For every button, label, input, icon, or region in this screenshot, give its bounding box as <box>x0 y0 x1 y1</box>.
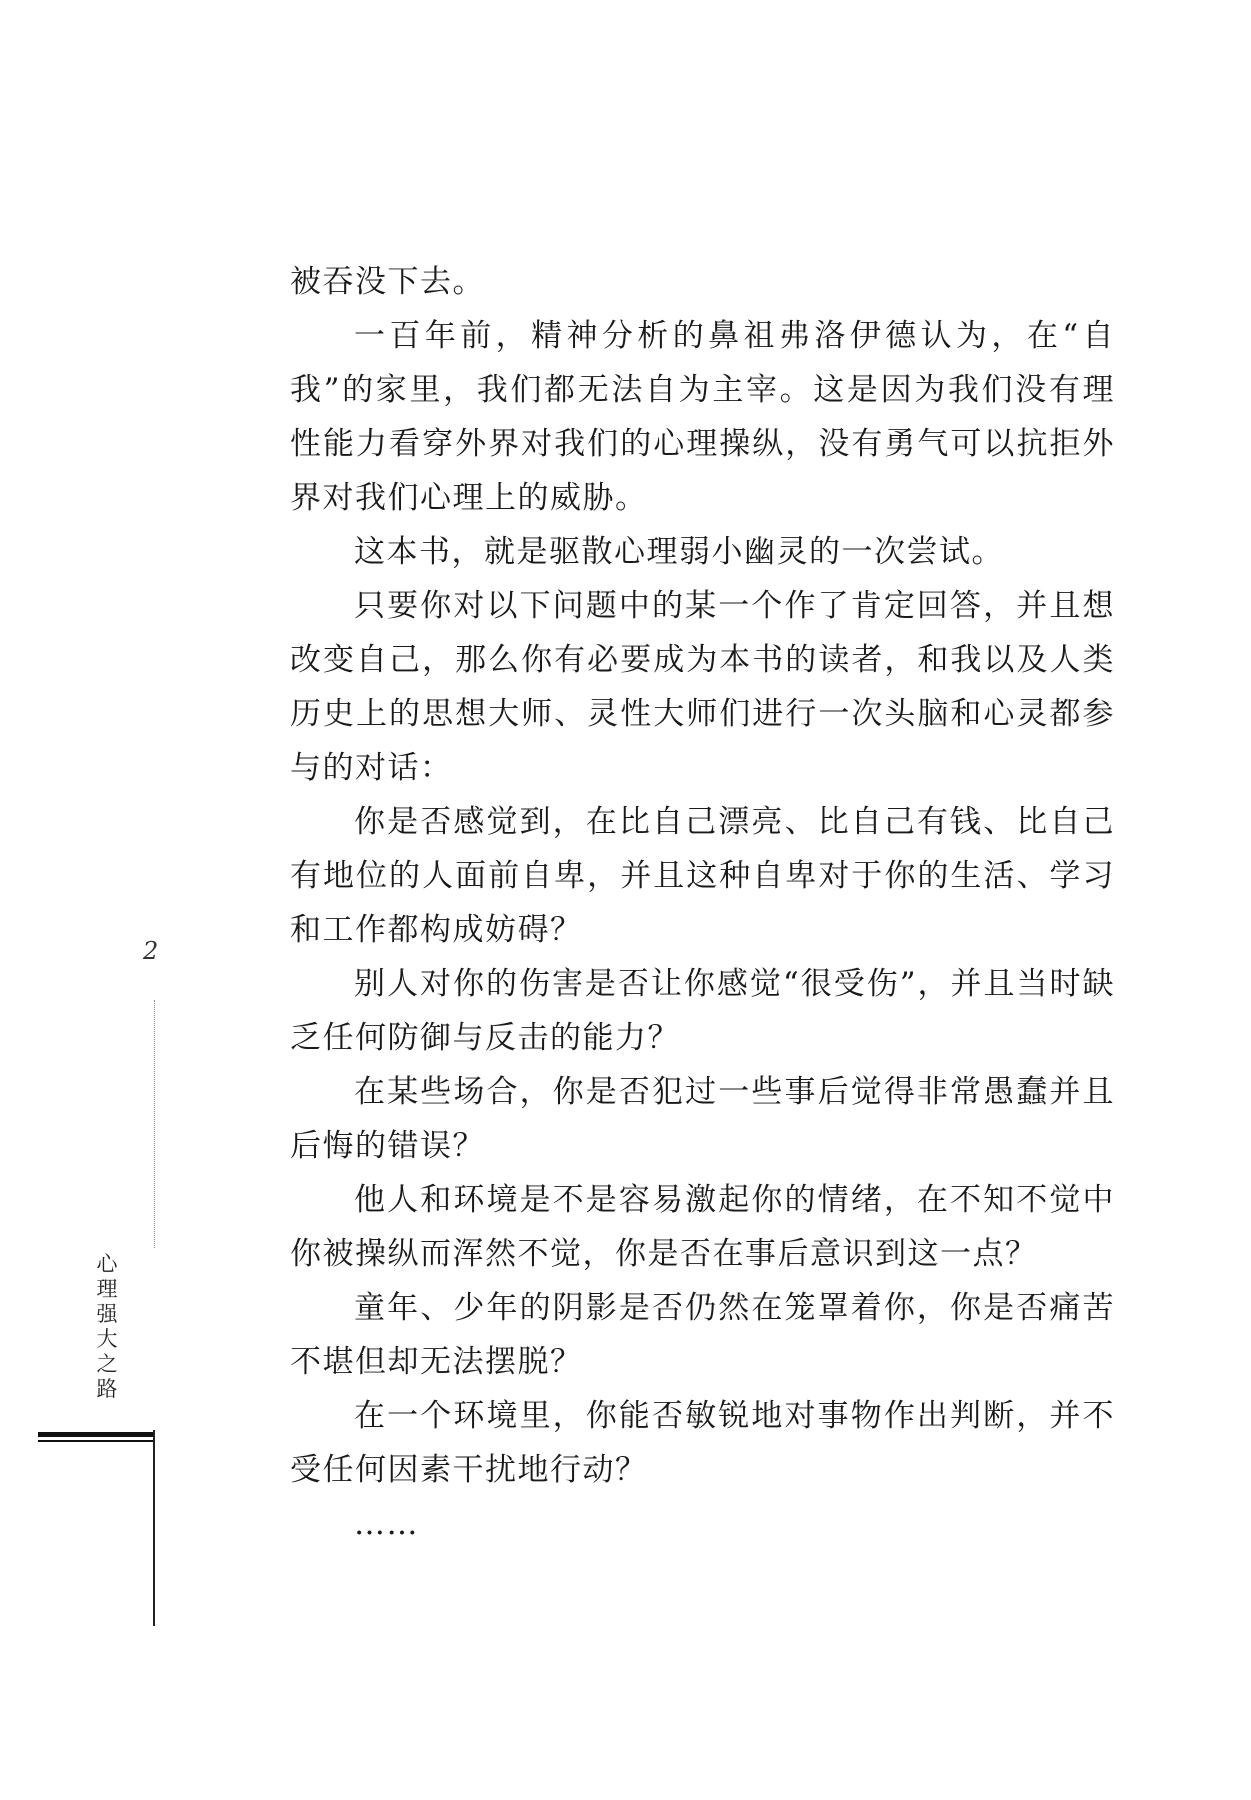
paragraph: 在一个环境里，你能否敏锐地对事物作出判断，并不受任何因素干扰地行动？ <box>290 1398 1115 1488</box>
paragraph: 你是否感觉到，在比自己漂亮、比自己有钱、比自己有地位的人面前自卑，并且这种自卑对于你的生活、学习和工作都构成妨碍？ <box>290 804 1115 948</box>
paragraph: 他人和环境是不是容易激起你的情绪，在不知不觉中你被操纵而浑然不觉，你是否在事后意识到这一点？ <box>290 1182 1115 1272</box>
margin-thin-rule <box>38 1440 154 1442</box>
body-text <box>290 255 1115 1551</box>
paragraph: 在某些场合，你是否犯过一些事后觉得非常愚蠢并且后悔的错误？ <box>290 1074 1115 1164</box>
page-number: 2 <box>143 937 159 965</box>
paragraph: 被吞没下去。 <box>290 264 485 300</box>
running-title-char: 路 <box>96 1377 118 1401</box>
running-title-char: 大 <box>96 1327 118 1351</box>
margin-thick-rule <box>38 1432 154 1437</box>
paragraph: 一百年前，精神分析的鼻祖弗洛伊德认为，在“自我”的家里，我们都无法自为主宰。这是因为我们没有理性能力看穿外界对我们的心理操纵，没有勇气可以抗拒外界对我们心理上的威胁。 <box>290 318 1115 516</box>
margin-vertical-rule <box>153 1430 155 1626</box>
paragraph: 只要你对以下问题中的某一个作了肯定回答，并且想改变自己，那么你有必要成为本书的读者，和我以及人类历史上的思想大师、灵性大师们进行一次头脑和心灵都参与的对话： <box>290 588 1115 786</box>
running-title-char: 强 <box>96 1302 118 1326</box>
running-title-char: 心 <box>96 1252 118 1276</box>
paragraph: 童年、少年的阴影是否仍然在笼罩着你，你是否痛苦不堪但却无法摆脱？ <box>290 1290 1115 1380</box>
ellipsis-paragraph: …… <box>354 1506 419 1542</box>
paragraph: 这本书，就是驱散心理弱小幽灵的一次尝试。 <box>354 534 1004 570</box>
paragraph: 别人对你的伤害是否让你感觉“很受伤”，并且当时缺乏任何防御与反击的能力？ <box>290 966 1115 1056</box>
dotted-divider <box>154 1000 155 1248</box>
running-title-char: 之 <box>96 1352 118 1376</box>
running-title <box>94 1252 120 1402</box>
running-title-char: 理 <box>96 1277 118 1301</box>
